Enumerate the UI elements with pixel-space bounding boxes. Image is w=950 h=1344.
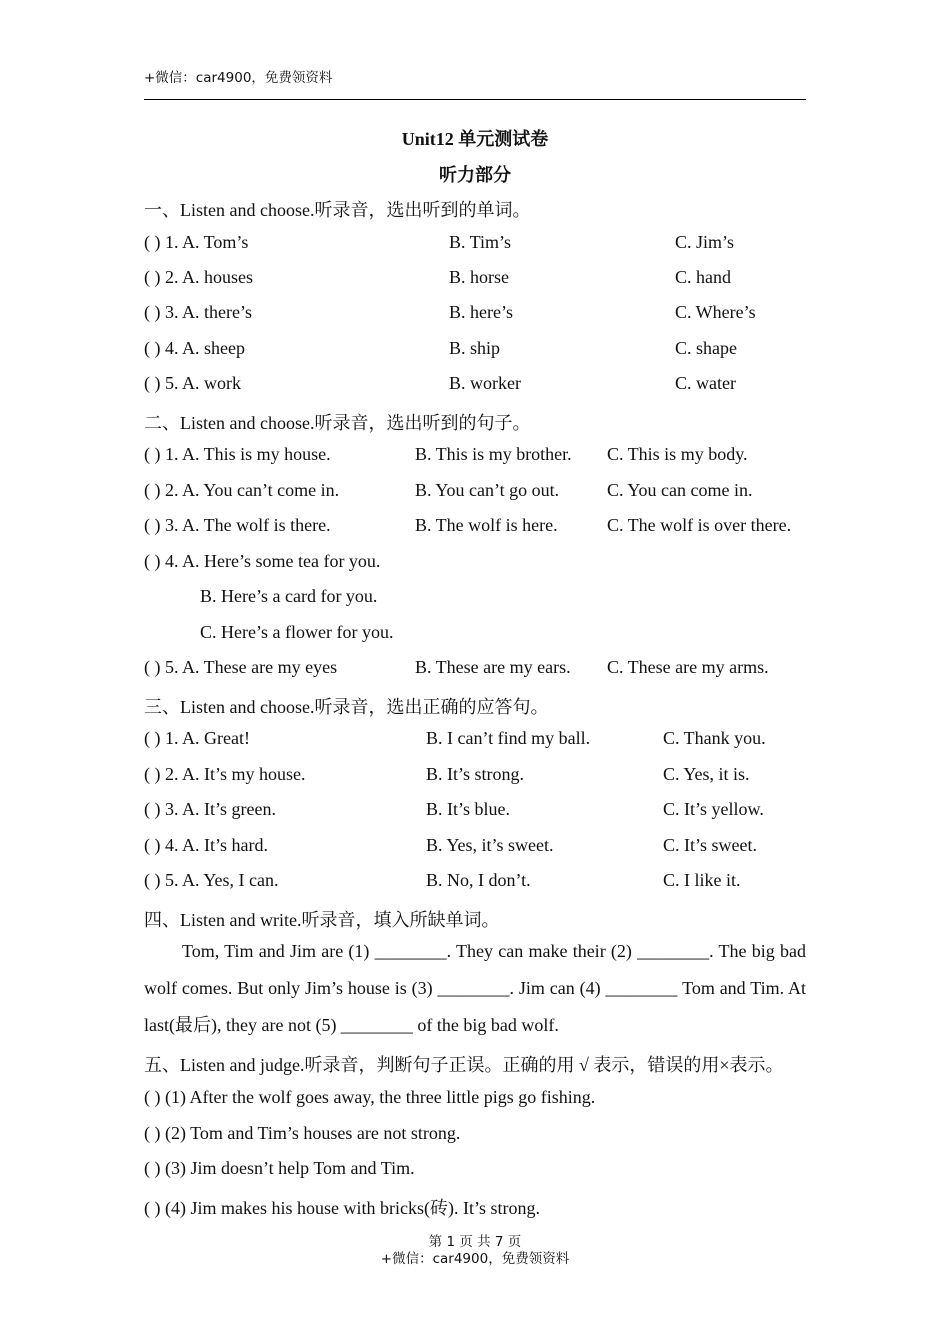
s3-q4-option-b: B. Yes, it’s sweet. xyxy=(426,835,554,855)
s1-q3-option-a: ( ) 3. A. there’s xyxy=(144,302,252,322)
s1-q4-option-b: B. ship xyxy=(449,338,501,358)
s3-q1-option-a: ( ) 1. A. Great! xyxy=(144,728,250,748)
s5-item-3: ( ) (3) Jim doesn’t help Tom and Tim. xyxy=(144,1158,415,1178)
section-title: 听力部分 xyxy=(439,165,511,185)
s3-q2-option-c: C. Yes, it is. xyxy=(663,764,750,784)
s2-q5-option-b: B. These are my ears. xyxy=(415,657,571,677)
s1-q1-option-b: B. Tim’s xyxy=(449,232,512,252)
passage-text: Tom, Tim and Jim are (1) ________. They can make their (2) ________. The big bad wolf comes. But only Jim’s house is (3) ________. Jim can (4) ________ Tom and Tim. At last(最后), they are not (5) ________ of the big bad wolf. xyxy=(144,941,806,1035)
section4-heading: 四、Listen and write.听录音，填入所缺单词。 xyxy=(144,910,500,930)
s3-q2-option-a: ( ) 2. A. It’s my house. xyxy=(144,764,306,784)
section2-heading: 二、Listen and choose.听录音，选出听到的句子。 xyxy=(144,413,531,433)
s5-item-1: ( ) (1) After the wolf goes away, the three little pigs go fishing. xyxy=(144,1087,596,1107)
page-number: 第 1 页 共 7 页 xyxy=(428,1234,522,1250)
s3-q4-option-a: ( ) 4. A. It’s hard. xyxy=(144,835,268,855)
section5-heading: 五、Listen and judge.听录音，判断句子正误。正确的用 √ 表示，错误的用×表示。 xyxy=(144,1055,784,1075)
s2-q4-option-b: B. Here’s a card for you. xyxy=(200,586,378,606)
section3-heading: 三、Listen and choose.听录音，选出正确的应答句。 xyxy=(144,697,549,717)
s2-q2-option-a: ( ) 2. A. You can’t come in. xyxy=(144,480,340,500)
s3-q1-option-b: B. I can’t find my ball. xyxy=(426,728,591,748)
s2-q1-option-a: ( ) 1. A. This is my house. xyxy=(144,444,331,464)
s2-q4-option-a: ( ) 4. A. Here’s some tea for you. xyxy=(144,551,381,571)
s3-q1-option-c: C. Thank you. xyxy=(663,728,766,748)
s5-item-2: ( ) (2) Tom and Tim’s houses are not strong. xyxy=(144,1123,461,1143)
s1-q2-option-c: C. hand xyxy=(675,267,731,287)
footer-watermark: +微信：car4900，免费领资料 xyxy=(380,1251,570,1267)
s1-q4-option-c: C. shape xyxy=(675,338,737,358)
s3-q5-option-c: C. I like it. xyxy=(663,870,741,890)
s2-q1-option-c: C. This is my body. xyxy=(607,444,748,464)
s1-q1-option-a: ( ) 1. A. Tom’s xyxy=(144,232,249,252)
s2-q3-option-c: C. The wolf is over there. xyxy=(607,515,792,535)
s1-q5-option-b: B. worker xyxy=(449,373,521,393)
s3-q5-option-b: B. No, I don’t. xyxy=(426,870,531,890)
s1-q4-option-a: ( ) 4. A. sheep xyxy=(144,338,245,358)
page-title: Unit12 单元测试卷 xyxy=(401,129,549,149)
s3-q3-option-a: ( ) 3. A. It’s green. xyxy=(144,799,276,819)
s5-item-4: ( ) (4) Jim makes his house with bricks(砖). It’s strong. xyxy=(144,1198,540,1218)
s3-q4-option-c: C. It’s sweet. xyxy=(663,835,757,855)
section1-heading: 一、Listen and choose.听录音，选出听到的单词。 xyxy=(144,200,531,220)
s2-q2-option-b: B. You can’t go out. xyxy=(415,480,560,500)
s2-q3-option-b: B. The wolf is here. xyxy=(415,515,558,535)
s2-q2-option-c: C. You can come in. xyxy=(607,480,753,500)
s1-q1-option-c: C. Jim’s xyxy=(675,232,735,252)
s3-q2-option-b: B. It’s strong. xyxy=(426,764,525,784)
section4-passage xyxy=(144,933,806,1044)
s3-q3-option-b: B. It’s blue. xyxy=(426,799,510,819)
s1-q5-option-a: ( ) 5. A. work xyxy=(144,373,241,393)
s1-q3-option-c: C. Where’s xyxy=(675,302,756,322)
s1-q2-option-a: ( ) 2. A. houses xyxy=(144,267,253,287)
s2-q5-option-c: C. These are my arms. xyxy=(607,657,769,677)
header-watermark: +微信：car4900，免费领资料 xyxy=(144,70,333,86)
s1-q2-option-b: B. horse xyxy=(449,267,509,287)
s2-q5-option-a: ( ) 5. A. These are my eyes xyxy=(144,657,338,677)
s2-q1-option-b: B. This is my brother. xyxy=(415,444,572,464)
s3-q5-option-a: ( ) 5. A. Yes, I can. xyxy=(144,870,279,890)
s2-q3-option-a: ( ) 3. A. The wolf is there. xyxy=(144,515,331,535)
s1-q3-option-b: B. here’s xyxy=(449,302,513,322)
s1-q5-option-c: C. water xyxy=(675,373,736,393)
s3-q3-option-c: C. It’s yellow. xyxy=(663,799,764,819)
s2-q4-option-c: C. Here’s a flower for you. xyxy=(200,622,394,642)
header-divider xyxy=(144,99,806,100)
